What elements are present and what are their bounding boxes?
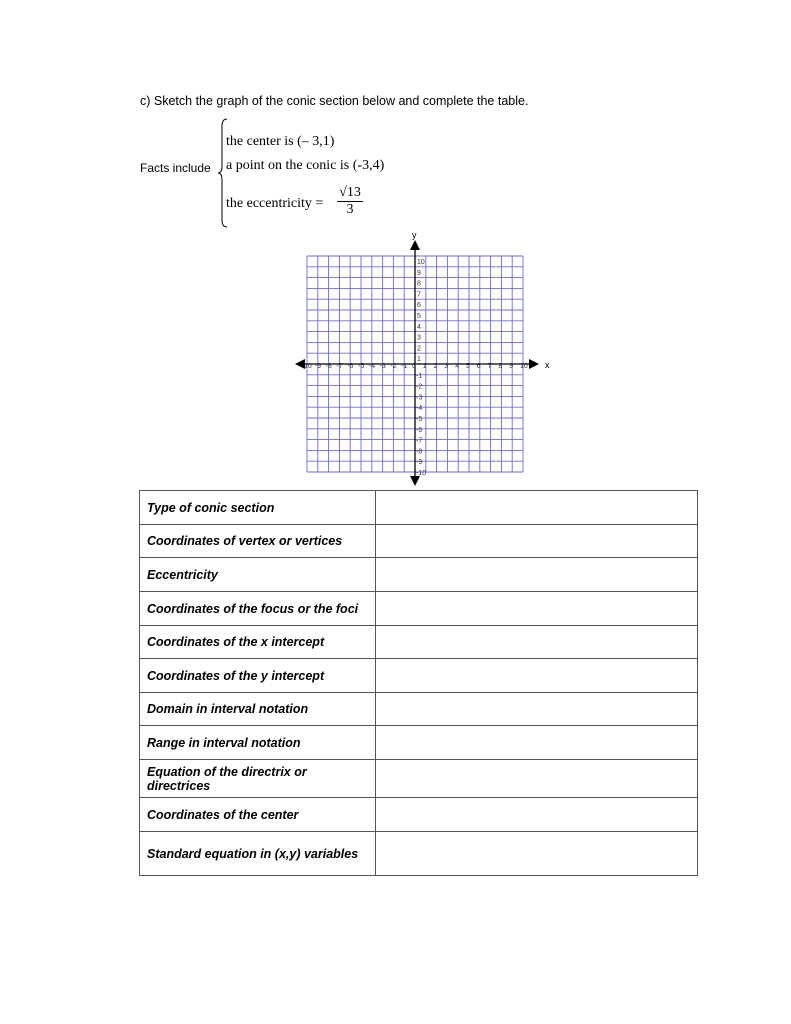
fact-center-text: the center is: [226, 134, 298, 149]
table-row: [140, 798, 698, 832]
table-row: [140, 592, 698, 626]
table-row: [140, 760, 698, 798]
y-tick-label: -7: [416, 437, 423, 445]
coordinate-grid: [288, 230, 558, 492]
facts-label: Facts include: [140, 161, 211, 175]
row-label: Equation of the directrix or directrices: [140, 760, 376, 798]
x-tick-label: 9: [509, 363, 514, 370]
x-tick-label: -1: [401, 363, 408, 370]
x-tick-label: -2: [390, 363, 397, 370]
x-tick-label: -5: [358, 363, 365, 370]
answer-cell[interactable]: [375, 525, 697, 558]
y-axis-bottom-arrow: [410, 476, 420, 486]
x-tick-label: 1: [422, 363, 427, 370]
row-label: Coordinates of the x intercept: [140, 626, 376, 659]
x-axis-label: x: [545, 360, 550, 370]
fact-center: [226, 134, 334, 150]
answer-cell[interactable]: [375, 558, 697, 592]
row-label: Type of conic section: [140, 491, 376, 525]
answer-cell[interactable]: [375, 832, 697, 876]
fact-eccentricity-text: the eccentricity =: [226, 196, 324, 211]
answer-cell[interactable]: [375, 693, 697, 726]
x-tick-label: 7: [487, 363, 492, 370]
y-tick-label: 3: [417, 334, 421, 342]
row-label: Coordinates of vertex or vertices: [140, 525, 376, 558]
row-label: Coordinates of the center: [140, 798, 376, 832]
y-tick-label: 1: [417, 356, 421, 364]
fact-point: [226, 158, 384, 174]
y-tick-label: -8: [416, 448, 423, 456]
table-row: [140, 726, 698, 760]
x-tick-label: -8: [325, 363, 332, 370]
row-label: Domain in interval notation: [140, 693, 376, 726]
x-tick-label: 0: [412, 363, 416, 370]
y-tick-label: 4: [417, 323, 421, 331]
row-label: Coordinates of the focus or the foci: [140, 592, 376, 626]
y-tick-label: 10: [417, 259, 425, 266]
y-tick-label: -2: [416, 383, 423, 391]
x-tick-label: 3: [444, 363, 449, 370]
table-row: [140, 693, 698, 726]
answer-cell[interactable]: [375, 491, 697, 525]
y-tick-label: -9: [416, 459, 423, 467]
x-tick-label: -6: [347, 363, 354, 370]
x-tick-label: -7: [336, 363, 343, 370]
y-tick-label: 5: [417, 313, 421, 320]
row-label: Coordinates of the y intercept: [140, 659, 376, 693]
fact-point-value: (-3,4): [352, 158, 385, 173]
eccentricity-fraction: [337, 185, 363, 218]
table-row: [140, 491, 698, 525]
y-tick-label: 9: [417, 269, 421, 277]
table-row: [140, 626, 698, 659]
x-tick-label: -9: [314, 363, 322, 370]
y-tick-label: 8: [417, 280, 421, 288]
y-tick-label: 6: [417, 302, 421, 310]
table-row: [140, 558, 698, 592]
y-tick-label: 2: [417, 345, 421, 353]
x-tick-label: 10: [304, 363, 312, 370]
answer-cell[interactable]: [375, 592, 697, 626]
y-tick-label: -4: [416, 405, 423, 413]
y-axis-top-arrow: [410, 240, 420, 250]
y-tick-label: -6: [416, 426, 423, 434]
y-tick-label: 7: [417, 291, 421, 299]
fact-eccentricity: [226, 196, 323, 212]
x-tick-label: 5: [466, 363, 470, 370]
table-row: [140, 525, 698, 558]
x-axis-right-arrow: [529, 359, 539, 369]
x-tick-label: 10: [520, 363, 528, 370]
table-row: [140, 659, 698, 693]
eccentricity-denominator: 3: [346, 202, 354, 217]
y-tick-label: -5: [416, 416, 423, 423]
problem-prompt: c) Sketch the graph of the conic section below and complete the table.: [140, 94, 529, 108]
x-tick-label: 4: [455, 363, 460, 370]
x-tick-label: 2: [433, 363, 438, 370]
fact-center-value: (– 3,1): [297, 134, 335, 149]
y-axis-label: y: [412, 230, 417, 240]
answer-table: [139, 490, 698, 876]
y-tick-label: -10: [416, 470, 427, 477]
table-row: [140, 832, 698, 876]
row-label: Standard equation in (x,y) variables: [140, 832, 376, 876]
fact-point-text: a point on the conic is: [226, 158, 353, 173]
y-tick-label: -3: [416, 394, 423, 402]
x-tick-label: -4: [368, 363, 376, 370]
eccentricity-numerator: √13: [337, 185, 363, 202]
row-label: Range in interval notation: [140, 726, 376, 760]
x-tick-label: -3: [379, 363, 386, 370]
answer-cell[interactable]: [375, 659, 697, 693]
x-tick-label: 6: [476, 363, 481, 370]
answer-cell[interactable]: [375, 760, 697, 798]
y-tick-label: -1: [416, 372, 423, 380]
row-label: Eccentricity: [140, 558, 376, 592]
answer-cell[interactable]: [375, 726, 697, 760]
answer-cell[interactable]: [375, 798, 697, 832]
answer-cell[interactable]: [375, 626, 697, 659]
x-tick-label: 8: [498, 363, 503, 370]
